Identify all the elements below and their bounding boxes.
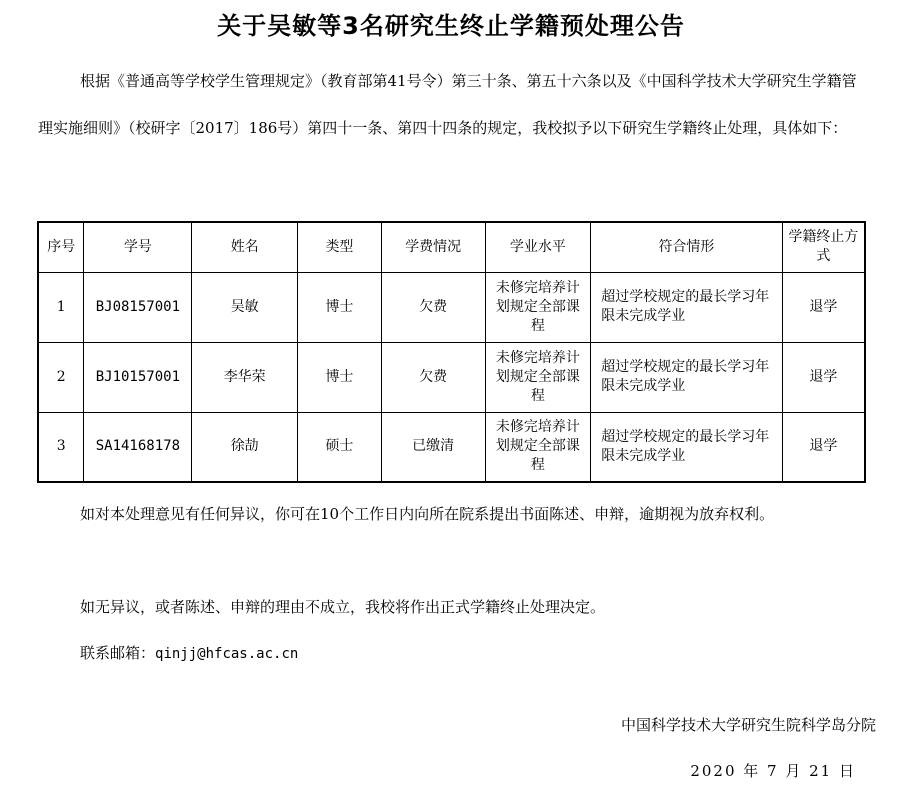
issuing-organization: 中国科学技术大学研究生院科学岛分院 xyxy=(620,716,876,734)
cell-index: 2 xyxy=(38,342,84,412)
cell-tuition: 已缴清 xyxy=(381,412,485,482)
table-row xyxy=(38,342,865,412)
cell-tuition: 欠费 xyxy=(381,272,485,342)
table-row xyxy=(38,412,865,482)
intro-paragraph: 根据《普通高等学校学生管理规定》（教育部第41号令）第三十条、第五十六条以及《中国科学技术大学研究生学籍管理实施细则》（校研字〔2017〕186号）第四十一条、第四十四条的规定，我校拟予以下研究生学籍终止处理，具体如下： xyxy=(38,72,857,137)
cell-type: 博士 xyxy=(298,342,382,412)
cell-condition: 超过学校规定的最长学习年限未完成学业 xyxy=(591,342,782,412)
contact-label: 联系邮箱： xyxy=(80,644,156,662)
cell-student-id: BJ08157001 xyxy=(84,272,192,342)
header-condition: 符合情形 xyxy=(591,222,782,272)
header-student-id: 学号 xyxy=(84,222,192,272)
cell-condition: 超过学校规定的最长学习年限未完成学业 xyxy=(591,412,782,482)
table-header-row xyxy=(38,222,865,272)
cell-termination-method: 退学 xyxy=(782,412,865,482)
page-title: 关于吴敏等3名研究生终止学籍预处理公告 xyxy=(217,12,685,40)
cell-tuition: 欠费 xyxy=(381,342,485,412)
cell-type: 硕士 xyxy=(298,412,382,482)
issue-date: 2020 年 7 月 21 日 xyxy=(690,762,856,780)
cell-type: 博士 xyxy=(298,272,382,342)
contact-email[interactable]: qinjj@hfcas.ac.cn xyxy=(155,646,299,662)
header-termination-method: 学籍终止方式 xyxy=(782,222,865,272)
cell-name: 李华荣 xyxy=(192,342,298,412)
header-academic-level: 学业水平 xyxy=(485,222,591,272)
cell-name: 徐劼 xyxy=(192,412,298,482)
cell-student-id: BJ10157001 xyxy=(84,342,192,412)
cell-academic-level: 未修完培养计划规定全部课程 xyxy=(485,272,591,342)
contact-line xyxy=(38,630,868,678)
objection-paragraph: 如对本处理意见有任何异议，你可在10个工作日内向所在院系提出书面陈述、申辩，逾期视为放弃权利。 xyxy=(80,505,775,523)
table-row xyxy=(38,272,865,342)
cell-termination-method: 退学 xyxy=(782,272,865,342)
cell-name: 吴敏 xyxy=(192,272,298,342)
header-tuition: 学费情况 xyxy=(381,222,485,272)
cell-academic-level: 未修完培养计划规定全部课程 xyxy=(485,412,591,482)
cell-index: 1 xyxy=(38,272,84,342)
cell-student-id: SA14168178 xyxy=(84,412,192,482)
students-table xyxy=(37,221,866,483)
header-name: 姓名 xyxy=(192,222,298,272)
cell-condition: 超过学校规定的最长学习年限未完成学业 xyxy=(591,272,782,342)
header-index: 序号 xyxy=(38,222,84,272)
cell-index: 3 xyxy=(38,412,84,482)
header-type: 类型 xyxy=(298,222,382,272)
cell-termination-method: 退学 xyxy=(782,342,865,412)
cell-academic-level: 未修完培养计划规定全部课程 xyxy=(485,342,591,412)
no-objection-paragraph: 如无异议，或者陈述、申辩的理由不成立，我校将作出正式学籍终止处理决定。 xyxy=(80,598,606,616)
